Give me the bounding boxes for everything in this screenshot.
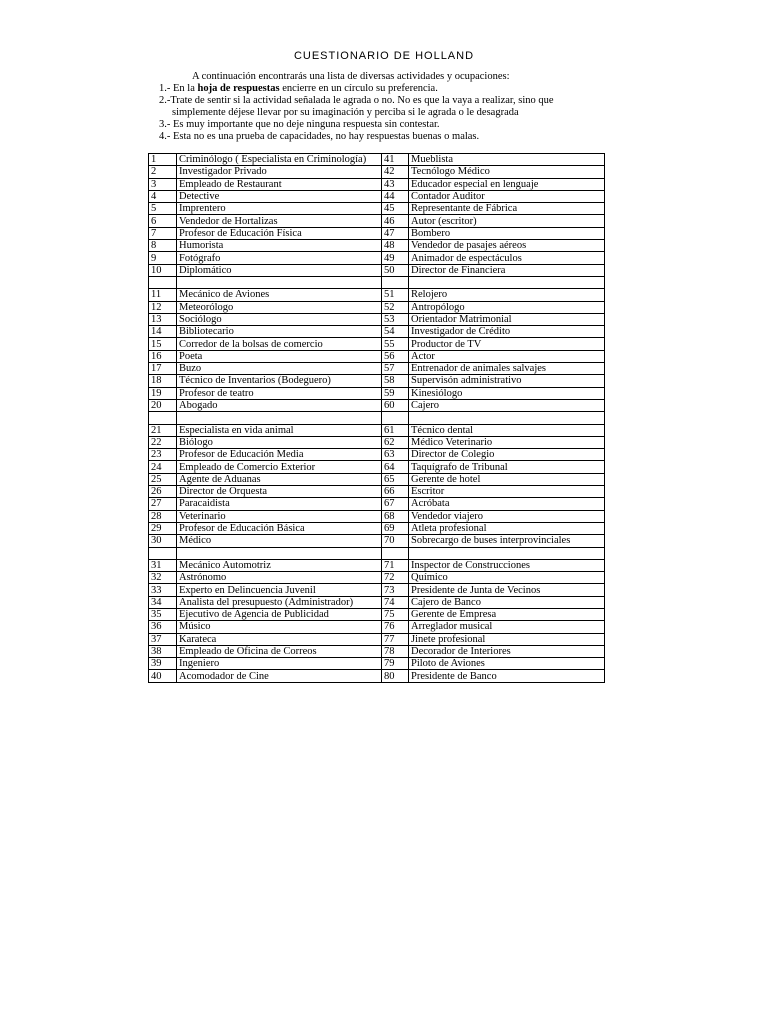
item-number-left: 24 — [149, 461, 177, 473]
item-number-right — [382, 412, 409, 424]
item-number-right: 42 — [382, 166, 409, 178]
table-row — [149, 535, 605, 547]
instruction-2: 2.-Trate de sentir si la actividad señalada le agrada o no. No es que la vaya a realizar, sino que — [159, 95, 554, 106]
item-number-right: 66 — [382, 486, 409, 498]
occupation-left: Profesor de Educación Media — [177, 449, 382, 461]
occupation-left: Biólogo — [177, 436, 382, 448]
item-number-left: 26 — [149, 486, 177, 498]
item-number-right — [382, 547, 409, 559]
item-number-left — [149, 276, 177, 288]
item-number-left: 8 — [149, 240, 177, 252]
table-row — [149, 633, 605, 645]
occupation-right: Presidente de Banco — [409, 670, 605, 682]
item-number-right: 43 — [382, 178, 409, 190]
item-number-right: 71 — [382, 559, 409, 571]
item-number-left: 6 — [149, 215, 177, 227]
item-number-left: 4 — [149, 190, 177, 202]
item-number-right: 44 — [382, 190, 409, 202]
occupation-right: Director de Financiera — [409, 264, 605, 276]
item-number-left: 10 — [149, 264, 177, 276]
occupation-right: Vendedor de pasajes aéreos — [409, 240, 605, 252]
occupation-left: Empleado de Comercio Exterior — [177, 461, 382, 473]
item-number-left: 12 — [149, 301, 177, 313]
item-number-left: 25 — [149, 473, 177, 485]
table-row — [149, 658, 605, 670]
occupation-left: Director de Orquesta — [177, 486, 382, 498]
item-number-left: 27 — [149, 498, 177, 510]
item-number-left: 3 — [149, 178, 177, 190]
item-number-left: 14 — [149, 326, 177, 338]
instruction-3: 3.- Es muy importante que no deje ninguna respuesta sin contestar. — [159, 119, 440, 130]
occupation-right: Decorador de Interiores — [409, 645, 605, 657]
item-number-right: 61 — [382, 424, 409, 436]
item-number-left: 39 — [149, 658, 177, 670]
occupation-right: Kinesiólogo — [409, 387, 605, 399]
item-number-left — [149, 547, 177, 559]
occupation-left: Profesor de Educación Física — [177, 227, 382, 239]
table-row — [149, 252, 605, 264]
table-row — [149, 289, 605, 301]
item-number-left: 16 — [149, 350, 177, 362]
instruction-1-pre: 1.- En la — [159, 83, 198, 94]
table-row — [149, 375, 605, 387]
occupation-left — [177, 412, 382, 424]
item-number-right: 64 — [382, 461, 409, 473]
table-row — [149, 510, 605, 522]
item-number-right: 76 — [382, 621, 409, 633]
item-number-right: 62 — [382, 436, 409, 448]
item-number-right: 74 — [382, 596, 409, 608]
occupation-left: Criminólogo ( Especialista en Criminología) — [177, 154, 382, 166]
table-row — [149, 338, 605, 350]
item-number-right: 75 — [382, 608, 409, 620]
occupation-right: Contador Auditor — [409, 190, 605, 202]
table-row — [149, 276, 605, 288]
item-number-left: 7 — [149, 227, 177, 239]
occupation-left: Agente de Aduanas — [177, 473, 382, 485]
table-row — [149, 227, 605, 239]
occupation-right: Mueblista — [409, 154, 605, 166]
item-number-left: 33 — [149, 584, 177, 596]
item-number-right: 77 — [382, 633, 409, 645]
instruction-2-continued: simplemente déjese llevar por su imaginación y perciba si le agrada o le desagrada — [172, 107, 519, 118]
table-row — [149, 203, 605, 215]
item-number-right: 54 — [382, 326, 409, 338]
table-row — [149, 473, 605, 485]
occupation-right: Presidente de Junta de Vecinos — [409, 584, 605, 596]
item-number-left: 32 — [149, 572, 177, 584]
item-number-left: 11 — [149, 289, 177, 301]
item-number-left: 34 — [149, 596, 177, 608]
occupation-right: Cajero — [409, 399, 605, 411]
table-row — [149, 190, 605, 202]
table-row — [149, 547, 605, 559]
item-number-left: 22 — [149, 436, 177, 448]
occupation-left: Mecánico Automotriz — [177, 559, 382, 571]
item-number-left: 18 — [149, 375, 177, 387]
occupation-right: Vendedor viajero — [409, 510, 605, 522]
occupation-right: Cajero de Banco — [409, 596, 605, 608]
occupation-left: Astrónomo — [177, 572, 382, 584]
occupation-right: Sobrecargo de buses interprovinciales — [409, 535, 605, 547]
item-number-right: 45 — [382, 203, 409, 215]
item-number-left: 2 — [149, 166, 177, 178]
table-row — [149, 154, 605, 166]
item-number-right: 70 — [382, 535, 409, 547]
occupation-right: Relojero — [409, 289, 605, 301]
occupation-left: Humorista — [177, 240, 382, 252]
occupation-left: Buzo — [177, 363, 382, 375]
occupation-right: Actor — [409, 350, 605, 362]
item-number-right: 48 — [382, 240, 409, 252]
item-number-left: 5 — [149, 203, 177, 215]
occupation-right — [409, 547, 605, 559]
item-number-right: 51 — [382, 289, 409, 301]
occupation-left: Corredor de la bolsas de comercio — [177, 338, 382, 350]
item-number-left: 36 — [149, 621, 177, 633]
item-number-right: 73 — [382, 584, 409, 596]
occupation-left — [177, 547, 382, 559]
table-row — [149, 572, 605, 584]
item-number-right: 58 — [382, 375, 409, 387]
occupation-right: Gerente de Empresa — [409, 608, 605, 620]
instruction-1 — [159, 83, 619, 95]
item-number-right: 41 — [382, 154, 409, 166]
table-row — [149, 350, 605, 362]
item-number-left: 13 — [149, 313, 177, 325]
item-number-left: 35 — [149, 608, 177, 620]
instructions — [159, 71, 619, 143]
item-number-right: 56 — [382, 350, 409, 362]
table-row — [149, 449, 605, 461]
table-row — [149, 608, 605, 620]
occupation-left: Médico — [177, 535, 382, 547]
occupation-right: Educador especial en lenguaje — [409, 178, 605, 190]
occupation-right: Jinete profesional — [409, 633, 605, 645]
occupation-right: Arreglador musical — [409, 621, 605, 633]
table-row — [149, 559, 605, 571]
occupation-right: Entrenador de animales salvajes — [409, 363, 605, 375]
item-number-right: 59 — [382, 387, 409, 399]
occupation-left: Fotógrafo — [177, 252, 382, 264]
instruction-1-post: encierre en un círculo su preferencia. — [279, 83, 438, 94]
occupation-right: Orientador Matrimonial — [409, 313, 605, 325]
instruction-1-bold: hoja de respuestas — [197, 83, 280, 94]
item-number-right: 79 — [382, 658, 409, 670]
table-row — [149, 240, 605, 252]
occupation-right: Taquígrafo de Tribunal — [409, 461, 605, 473]
occupation-left: Imprentero — [177, 203, 382, 215]
occupation-left: Ejecutivo de Agencia de Publicidad — [177, 608, 382, 620]
item-number-left: 38 — [149, 645, 177, 657]
item-number-left: 37 — [149, 633, 177, 645]
occupation-left: Analista del presupuesto (Administrador) — [177, 596, 382, 608]
table-row — [149, 670, 605, 682]
occupation-right: Acróbata — [409, 498, 605, 510]
table-row — [149, 621, 605, 633]
item-number-right: 63 — [382, 449, 409, 461]
item-number-left: 1 — [149, 154, 177, 166]
occupation-right: Autor (escritor) — [409, 215, 605, 227]
occupation-left: Veterinario — [177, 510, 382, 522]
table-row — [149, 326, 605, 338]
item-number-left: 20 — [149, 399, 177, 411]
occupation-right: Tecnólogo Médico — [409, 166, 605, 178]
item-number-right: 49 — [382, 252, 409, 264]
occupation-right: Animador de espectáculos — [409, 252, 605, 264]
occupation-left: Profesor de Educación Básica — [177, 522, 382, 534]
occupation-right: Investigador de Crédito — [409, 326, 605, 338]
occupation-left — [177, 276, 382, 288]
item-number-right: 80 — [382, 670, 409, 682]
item-number-right: 47 — [382, 227, 409, 239]
occupation-left: Investigador Privado — [177, 166, 382, 178]
table-row — [149, 486, 605, 498]
item-number-left: 31 — [149, 559, 177, 571]
occupations-table-body — [149, 154, 605, 683]
item-number-right: 57 — [382, 363, 409, 375]
occupation-left: Profesor de teatro — [177, 387, 382, 399]
instruction-4: 4.- Esta no es una prueba de capacidades, no hay respuestas buenas o malas. — [159, 131, 480, 142]
item-number-left: 21 — [149, 424, 177, 436]
occupation-right: Representante de Fábrica — [409, 203, 605, 215]
occupation-left: Empleado de Restaurant — [177, 178, 382, 190]
occupations-table — [148, 153, 605, 683]
occupation-right — [409, 412, 605, 424]
item-number-right: 50 — [382, 264, 409, 276]
occupation-right: Escritor — [409, 486, 605, 498]
item-number-right: 52 — [382, 301, 409, 313]
item-number-right — [382, 276, 409, 288]
occupation-left: Bibliotecario — [177, 326, 382, 338]
occupation-right: Médico Veterinario — [409, 436, 605, 448]
occupation-right: Químico — [409, 572, 605, 584]
occupation-left: Mecánico de Aviones — [177, 289, 382, 301]
occupation-left: Empleado de Oficina de Correos — [177, 645, 382, 657]
table-row — [149, 596, 605, 608]
occupation-left: Técnico de Inventarios (Bodeguero) — [177, 375, 382, 387]
occupation-left: Vendedor de Hortalizas — [177, 215, 382, 227]
item-number-right: 68 — [382, 510, 409, 522]
occupation-right: Antropólogo — [409, 301, 605, 313]
table-row — [149, 264, 605, 276]
table-row — [149, 461, 605, 473]
occupation-left: Paracaidista — [177, 498, 382, 510]
occupation-left: Acomodador de Cine — [177, 670, 382, 682]
item-number-left: 28 — [149, 510, 177, 522]
occupation-right: Atleta profesional — [409, 522, 605, 534]
occupation-left: Experto en Delincuencia Juvenil — [177, 584, 382, 596]
table-row — [149, 313, 605, 325]
item-number-left — [149, 412, 177, 424]
item-number-right: 72 — [382, 572, 409, 584]
occupation-left: Poeta — [177, 350, 382, 362]
occupation-right: Director de Colegio — [409, 449, 605, 461]
item-number-left: 15 — [149, 338, 177, 350]
table-row — [149, 584, 605, 596]
table-row — [149, 166, 605, 178]
item-number-right: 67 — [382, 498, 409, 510]
occupation-left: Músico — [177, 621, 382, 633]
item-number-right: 46 — [382, 215, 409, 227]
occupation-right: Bombero — [409, 227, 605, 239]
table-row — [149, 399, 605, 411]
occupation-right: Gerente de hotel — [409, 473, 605, 485]
table-row — [149, 363, 605, 375]
occupation-left: Detective — [177, 190, 382, 202]
table-row — [149, 645, 605, 657]
item-number-right: 60 — [382, 399, 409, 411]
table-row — [149, 387, 605, 399]
table-row — [149, 301, 605, 313]
item-number-left: 23 — [149, 449, 177, 461]
item-number-left: 29 — [149, 522, 177, 534]
occupation-left: Karateca — [177, 633, 382, 645]
item-number-left: 30 — [149, 535, 177, 547]
table-row — [149, 178, 605, 190]
instructions-lead: A continuación encontrarás una lista de diversas actividades y ocupaciones: — [192, 71, 510, 82]
occupation-left: Diplomático — [177, 264, 382, 276]
item-number-right: 53 — [382, 313, 409, 325]
occupation-left: Abogado — [177, 399, 382, 411]
item-number-left: 17 — [149, 363, 177, 375]
occupation-right: Técnico dental — [409, 424, 605, 436]
table-row — [149, 412, 605, 424]
document-title: CUESTIONARIO DE HOLLAND — [293, 50, 475, 62]
item-number-right: 69 — [382, 522, 409, 534]
occupation-right: Inspector de Construcciones — [409, 559, 605, 571]
occupation-right: Supervisón administrativo — [409, 375, 605, 387]
table-row — [149, 424, 605, 436]
occupation-left: Especialista en vida animal — [177, 424, 382, 436]
occupation-left: Sociólogo — [177, 313, 382, 325]
occupation-left: Ingeniero — [177, 658, 382, 670]
item-number-left: 19 — [149, 387, 177, 399]
occupation-right: Productor de TV — [409, 338, 605, 350]
item-number-left: 9 — [149, 252, 177, 264]
item-number-right: 78 — [382, 645, 409, 657]
occupation-right: Piloto de Aviones — [409, 658, 605, 670]
occupation-right — [409, 276, 605, 288]
table-row — [149, 215, 605, 227]
item-number-right: 55 — [382, 338, 409, 350]
item-number-left: 40 — [149, 670, 177, 682]
table-row — [149, 522, 605, 534]
item-number-right: 65 — [382, 473, 409, 485]
table-row — [149, 498, 605, 510]
table-row — [149, 436, 605, 448]
occupation-left: Meteorólogo — [177, 301, 382, 313]
